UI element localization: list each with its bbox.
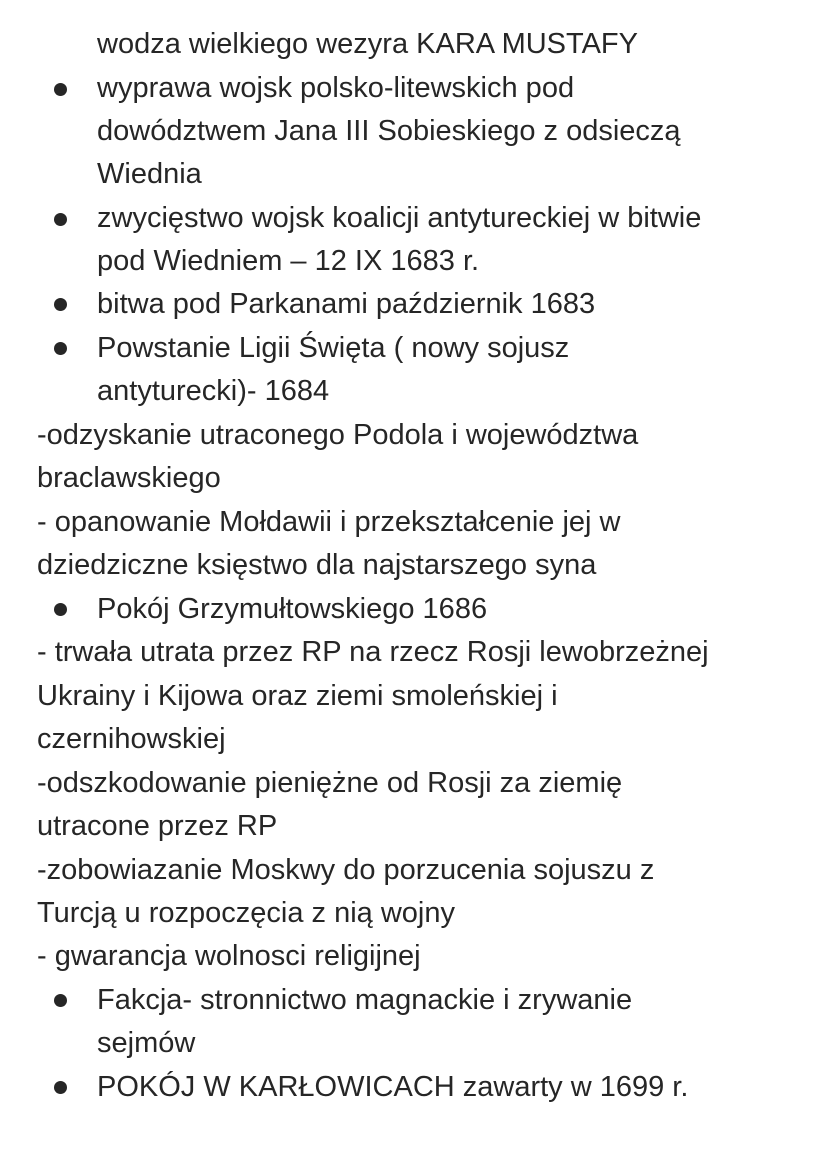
text-line: wyprawa wojsk polsko-litewskich pod — [97, 72, 575, 104]
text-line: Turcją u rozpoczęcia z nią wojny — [37, 897, 455, 929]
text-line: Ukrainy i Kijowa oraz ziemi smoleńskiej i — [37, 680, 558, 712]
text-line: Wiednia — [97, 158, 202, 190]
bullet-icon — [54, 213, 67, 226]
text-line: wodza wielkiego wezyra KARA MUSTAFY — [97, 28, 638, 60]
text-line: POKÓJ W KARŁOWICACH zawarty w 1699 r. — [97, 1071, 689, 1103]
bullet-icon — [54, 1081, 67, 1094]
text-line: -zobowiazanie Moskwy do porzucenia sojuszu z — [37, 854, 655, 886]
text-line: -odszkodowanie pieniężne od Rosji za ziemię — [37, 767, 623, 799]
text-line: -odzyskanie utraconego Podola i województwa — [37, 419, 639, 451]
text-line: braclawskiego — [37, 462, 221, 494]
bullet-icon — [54, 298, 67, 311]
text-line: pod Wiedniem – 12 IX 1683 r. — [97, 245, 480, 277]
text-line: Powstanie Ligii Święta ( nowy sojusz — [97, 332, 570, 364]
text-line: sejmów — [97, 1027, 196, 1059]
bullet-icon — [54, 342, 67, 355]
text-line: dowództwem Jana III Sobieskiego z odsieczą — [97, 115, 681, 147]
text-line: - gwarancja wolnosci religijnej — [37, 940, 421, 972]
text-line: dziedziczne księstwo dla najstarszego syna — [37, 549, 597, 581]
text-line: zwycięstwo wojsk koalicji antytureckiej w bitwie — [97, 202, 702, 234]
text-line: - trwała utrata przez RP na rzecz Rosji lewobrzeżnej — [37, 636, 709, 668]
text-line: czernihowskiej — [37, 723, 226, 755]
bullet-icon — [54, 603, 67, 616]
bullet-icon — [54, 83, 67, 96]
text-line: Fakcja- stronnictwo magnackie i zrywanie — [97, 984, 633, 1016]
text-line: antyturecki)- 1684 — [97, 375, 330, 407]
bullet-icon — [54, 994, 67, 1007]
text-line: utracone przez RP — [37, 810, 278, 842]
text-line: bitwa pod Parkanami październik 1683 — [97, 288, 596, 320]
text-line: Pokój Grzymułtowskiego 1686 — [97, 593, 488, 625]
text-line: - opanowanie Mołdawii i przekształcenie jej w — [37, 506, 621, 538]
